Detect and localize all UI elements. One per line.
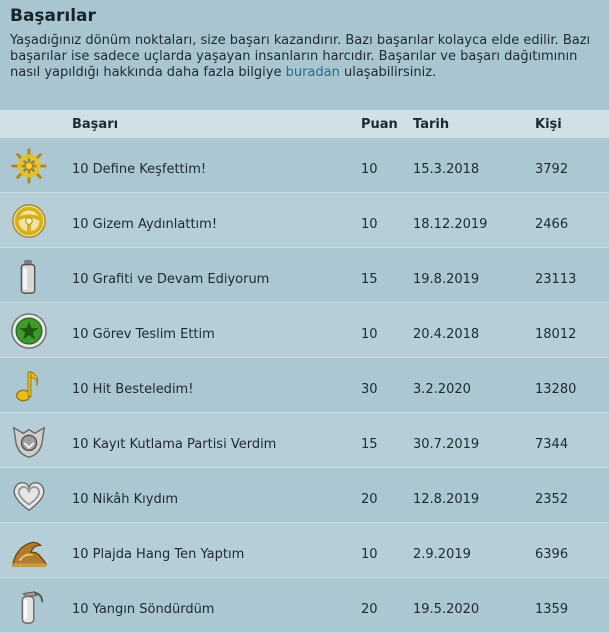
wave-icon [10, 532, 48, 570]
achievement-count: 13280 [535, 382, 577, 397]
achievement-name: 10 Define Keşfettim! [72, 162, 207, 177]
achievement-points: 10 [361, 217, 378, 232]
achievement-name: 10 Yangın Söndürdüm [72, 602, 215, 617]
achievement-points: 15 [361, 437, 378, 452]
achievement-count: 7344 [535, 437, 569, 452]
achievement-date: 12.8.2019 [413, 492, 480, 507]
table-row [0, 138, 609, 193]
table-row [0, 358, 609, 413]
achievement-count: 1359 [535, 602, 569, 617]
achievement-date: 2.9.2019 [413, 547, 471, 562]
intro-text [10, 33, 599, 81]
intro-text-part2: ulaşabilirsiniz. [339, 65, 437, 80]
achievement-date: 19.5.2020 [413, 602, 480, 617]
star-medal-icon [10, 312, 48, 350]
page-header [0, 0, 609, 104]
achievement-name: 10 Gizem Aydınlattım! [72, 217, 218, 232]
steering-wheel-icon [10, 202, 48, 240]
achievement-date: 15.3.2018 [413, 162, 480, 177]
achievement-date: 30.7.2019 [413, 437, 480, 452]
intro-text-part1: Yaşadığınız dönüm noktaları, size başarı kazandırır. Bazı başarılar kolayca elde edilir. Bazı başarılar ise sadece uçlarda yaşayan insanların harcıdır. Başarılar ve başarı dağıtımının nasıl yapıldığı hakkında daha fazla bilgiye [10, 33, 591, 80]
achievement-name: 10 Grafiti ve Devam Ediyorum [72, 272, 270, 287]
achievement-name: 10 Nikâh Kıydım [72, 492, 179, 507]
achievement-date: 18.12.2019 [413, 217, 488, 232]
achievement-date: 3.2.2020 [413, 382, 471, 397]
achievement-count: 2466 [535, 217, 569, 232]
achievement-points: 10 [361, 162, 378, 177]
header-achievement[interactable]: Başarı [72, 117, 119, 132]
achievement-points: 30 [361, 382, 378, 397]
achievement-name: 10 Kayıt Kutlama Partisi Verdim [72, 437, 277, 452]
achievement-date: 20.4.2018 [413, 327, 480, 342]
table-header [0, 110, 609, 138]
achievement-count: 18012 [535, 327, 577, 342]
achievement-name: 10 Plajda Hang Ten Yaptım [72, 547, 245, 562]
table-row [0, 193, 609, 248]
party-badge-icon [10, 422, 48, 460]
achievement-date: 19.8.2019 [413, 272, 480, 287]
table-row [0, 578, 609, 633]
ship-wheel-icon [10, 147, 48, 185]
header-date[interactable]: Tarih [413, 117, 450, 132]
table-row [0, 413, 609, 468]
achievement-name: 10 Görev Teslim Ettim [72, 327, 215, 342]
achievement-points: 10 [361, 327, 378, 342]
table-row [0, 523, 609, 578]
achievement-count: 2352 [535, 492, 569, 507]
achievement-name: 10 Hit Besteledim! [72, 382, 194, 397]
table-row [0, 248, 609, 303]
achievement-points: 20 [361, 602, 378, 617]
achievement-points: 20 [361, 492, 378, 507]
music-note-icon [10, 367, 48, 405]
table-row [0, 468, 609, 523]
spray-can-icon [10, 257, 48, 295]
achievement-table [0, 138, 609, 633]
achievement-count: 3792 [535, 162, 569, 177]
achievement-count: 23113 [535, 272, 577, 287]
achievement-points: 15 [361, 272, 378, 287]
table-row [0, 303, 609, 358]
page-title: Başarılar [10, 6, 96, 26]
header-points[interactable]: Puan [361, 117, 398, 132]
achievement-count: 6396 [535, 547, 569, 562]
heart-icon [10, 477, 48, 515]
achievement-points: 10 [361, 547, 378, 562]
fire-extinguisher-icon [10, 587, 48, 625]
header-count[interactable]: Kişi [535, 117, 562, 132]
info-link[interactable]: buradan [285, 65, 340, 80]
